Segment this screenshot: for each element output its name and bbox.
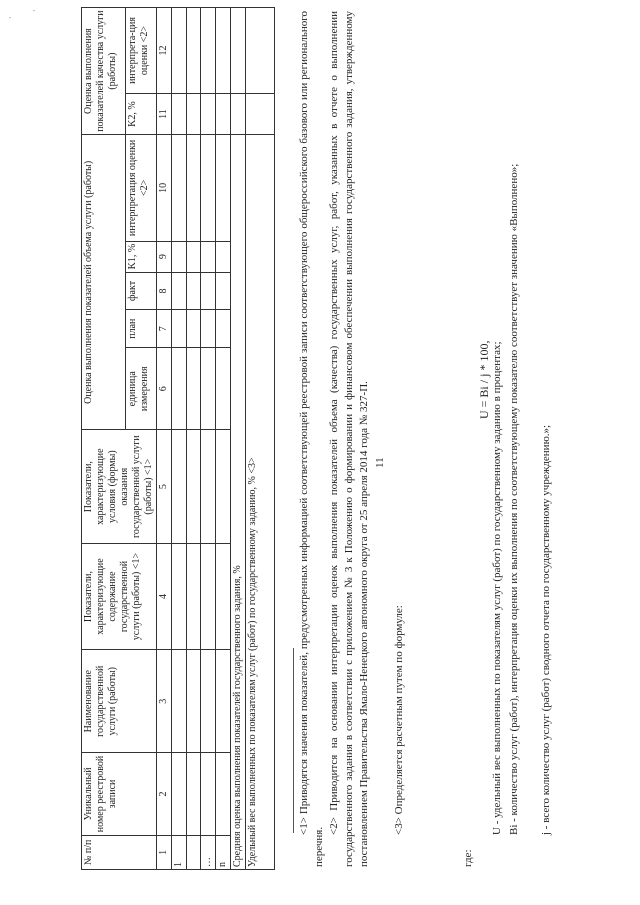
header-volume-group: Оценка выполнения показателей объема услуги (работы) [82,135,126,430]
formula: U = Bi / j * 100, [477,340,491,419]
header-unit: единица измерения [126,348,157,430]
header-row-1 [82,8,126,870]
header-content: Показатели, характеризующие содержание государственной услуги (работы) <1> [82,543,157,649]
row-label [187,835,201,869]
footnote-3: <3> Определяется расчетным путем по формуле: [393,605,405,835]
definition-bi: Bi - количество услуг (работ), интерпретация оценки их выполнения по соответствующему показателю соответствует значению «Выполнено»; [508,163,520,835]
column-number: 10 [157,135,172,241]
column-number: 6 [157,348,172,430]
share-row [246,8,275,870]
header-conditions: Показатели, характеризующие условия (формы) оказания государственной услуги (работы) <1> [82,430,157,543]
row-label: 1 [172,835,187,869]
page-number: 11 [374,457,386,468]
column-number: 9 [157,241,172,272]
header-plan: план [126,310,157,348]
footnote-divider [293,648,294,833]
header-service-name: Наименование государственной услуги (работы) [82,650,157,753]
column-number: 12 [157,8,172,94]
column-number-row [157,8,172,870]
header-interp-volume: интерпретация оценки <2> [126,135,157,241]
table-row [216,8,231,870]
where-label: где: [462,849,474,867]
scan-speck: · [6,16,15,19]
column-number: 8 [157,272,172,310]
table-row [172,8,187,870]
average-label: Средняя оценка выполнения показателей государственного задания, % [231,135,246,870]
column-number: 5 [157,430,172,543]
column-number: 11 [157,93,172,134]
row-label: n [216,835,231,869]
column-number: 7 [157,310,172,348]
header-interp-quality: интерпрета-ция оценки <2> [126,8,157,94]
header-unique: Уникальный номер реестровой записи [82,753,157,835]
table-row [187,8,201,870]
column-number: 1 [157,835,172,869]
header-fact: факт [126,272,157,310]
report-table [81,7,275,870]
column-number: 3 [157,650,172,753]
table-row [201,8,216,870]
row-label: … [201,835,216,869]
share-label: Удельный вес выполненных по показателям услуг (работ) по государственному заданию, % <3> [246,135,275,870]
header-num: № п/п [82,835,157,869]
column-number: 2 [157,753,172,835]
definition-u: U - удельный вес выполненных по показателям услуг (работ) по государственному заданию в процентах; [491,341,503,835]
definition-j: j - всего количество услуг (работ) сводного отчета по государственному учреждению.»; [540,424,552,835]
header-quality-group: Оценка выполнения показателей качества услуги (работы) [82,8,126,135]
column-number: 4 [157,543,172,649]
header-k1: K1, % [126,241,157,272]
footnote-2: <2> Приводится на основании интерпретации оценок выполнения показателей объема (качества) государственных услуг, работ, указанных в отчете о выполнении государственного задания в соответствии с приложением № 3 к Положению о формировании и финансовом обеспечении выполнения государственного задания, утвержденному постановлением Правительства Ямало-Ненецкого автономного округа от 25 апреля 2014 года № 327-П. [328,11,370,867]
footnote-1: <1> Приводятся значения показателей, предусмотренных информацией соответствующей реестровой записи соответствующего общероссийского базового или регионального перечня. [298,11,325,867]
average-row [231,8,246,870]
header-k2: K2, % [126,93,157,134]
scan-speck: · [30,9,39,12]
